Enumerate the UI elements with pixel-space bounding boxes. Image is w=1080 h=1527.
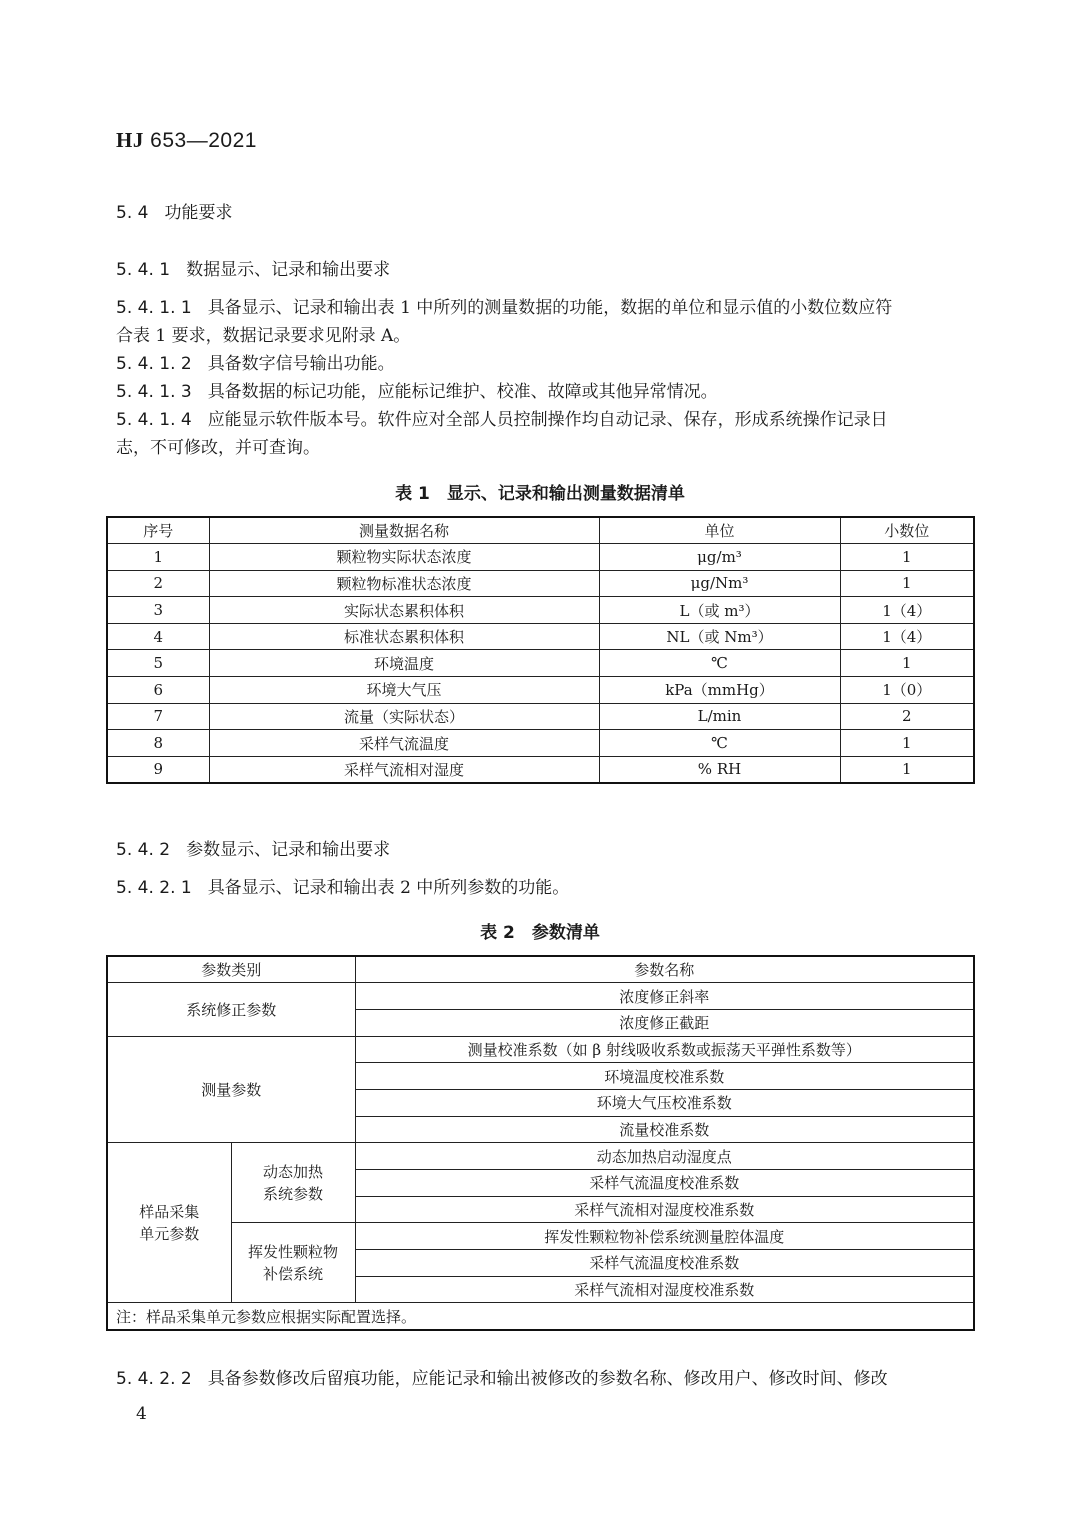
table-2 <box>106 955 975 1331</box>
subcategory-label: 挥发性颗粒物补偿系统 <box>247 1242 338 1283</box>
paragraph-5-4-1-2: 5. 4. 1. 2 具备数字信号输出功能。 <box>116 354 395 374</box>
cell: 环境温度 <box>209 650 599 677</box>
column-header: 参数名称 <box>355 956 974 983</box>
subcategory-label: 动态加热系统参数 <box>262 1162 323 1203</box>
cell: 动态加热启动湿度点 <box>355 1143 974 1170</box>
cell: 流量校准系数 <box>355 1116 974 1143</box>
cell: L（或 m³） <box>599 597 840 624</box>
cell: 采样气流温度校准系数 <box>355 1170 974 1197</box>
table-row <box>107 677 974 704</box>
cell: 1 <box>107 544 209 571</box>
table-note: 注：样品采集单元参数应根据实际配置选择。 <box>107 1303 974 1330</box>
table-row <box>107 1036 974 1063</box>
cell: 1 <box>840 756 974 783</box>
cell: 1 <box>840 730 974 757</box>
table-row <box>107 1143 974 1170</box>
cell: 6 <box>107 677 209 704</box>
table-row <box>107 756 974 783</box>
category-cell: 系统修正参数 <box>107 983 355 1036</box>
table-row <box>107 650 974 677</box>
cell: 环境大气压 <box>209 677 599 704</box>
cell: kPa（mmHg） <box>599 677 840 704</box>
cell: 采样气流相对湿度校准系数 <box>355 1196 974 1223</box>
cell: μg/m³ <box>599 544 840 571</box>
paragraph-5-4-1-1: 5. 4. 1. 1 具备显示、记录和输出表 1 中所列的测量数据的功能，数据的单位和显示值的小数位数应符 合表 1 要求，数据记录要求见附录 A。 <box>116 298 893 346</box>
cell: 3 <box>107 597 209 624</box>
cell: 2 <box>107 570 209 597</box>
paragraph-5-4-1-4: 5. 4. 1. 4 应能显示软件版本号。软件应对全部人员控制操作均自动记录、保存，形成系统操作记录日 志，不可修改，并可查询。 <box>116 410 888 458</box>
cell: μg/Nm³ <box>599 570 840 597</box>
document-code: HJ 653—2021 <box>116 128 257 152</box>
cell: 实际状态累积体积 <box>209 597 599 624</box>
paragraph-5-4-2-2: 5. 4. 2. 2 具备参数修改后留痕功能，应能记录和输出被修改的参数名称、修改用户、修改时间、修改 <box>116 1369 888 1389</box>
table-row <box>107 1223 974 1250</box>
table-2-caption: 表 2 参数清单 <box>480 923 600 943</box>
paragraph-5-4-2-1: 5. 4. 2. 1 具备显示、记录和输出表 2 中所列参数的功能。 <box>116 878 570 898</box>
cell: 环境温度校准系数 <box>355 1063 974 1090</box>
section-5-4-heading: 5. 4 功能要求 <box>116 203 233 223</box>
subcategory-cell <box>231 1143 355 1223</box>
column-header: 序号 <box>107 517 209 544</box>
cell: 1（4） <box>840 597 974 624</box>
cell: 采样气流相对湿度校准系数 <box>355 1276 974 1303</box>
section-5-4-2-heading: 5. 4. 2 参数显示、记录和输出要求 <box>116 840 391 860</box>
table-row <box>107 597 974 624</box>
cell: 挥发性颗粒物补偿系统测量腔体温度 <box>355 1223 974 1250</box>
cell: 2 <box>840 703 974 730</box>
table-note-row <box>107 1303 974 1330</box>
cell: NL（或 Nm³） <box>599 623 840 650</box>
section-5-4-1-heading: 5. 4. 1 数据显示、记录和输出要求 <box>116 260 391 280</box>
cell: 测量校准系数（如 β 射线吸收系数或振荡天平弹性系数等） <box>355 1036 974 1063</box>
cell: 标准状态累积体积 <box>209 623 599 650</box>
table-row <box>107 730 974 757</box>
cell: 颗粒物标准状态浓度 <box>209 570 599 597</box>
page-number: 4 <box>136 1404 147 1424</box>
cell: 环境大气压校准系数 <box>355 1089 974 1116</box>
cell: 5 <box>107 650 209 677</box>
cell: 8 <box>107 730 209 757</box>
table-row <box>107 544 974 571</box>
cell: 1 <box>840 570 974 597</box>
cell: 4 <box>107 623 209 650</box>
table-row <box>107 983 974 1010</box>
paragraph-5-4-1-3: 5. 4. 1. 3 具备数据的标记功能，应能标记维护、校准、故障或其他异常情况。 <box>116 382 718 402</box>
cell: 浓度修正截距 <box>355 1009 974 1036</box>
category-cell: 测量参数 <box>107 1036 355 1143</box>
cell: ℃ <box>599 650 840 677</box>
category-cell <box>107 1143 231 1303</box>
cell: 浓度修正斜率 <box>355 983 974 1010</box>
table-header-row <box>107 517 974 544</box>
subcategory-cell <box>231 1223 355 1303</box>
cell: 采样气流相对湿度 <box>209 756 599 783</box>
cell: ℃ <box>599 730 840 757</box>
cell: 1（4） <box>840 623 974 650</box>
cell: 1 <box>840 544 974 571</box>
cell: 颗粒物实际状态浓度 <box>209 544 599 571</box>
table-row <box>107 623 974 650</box>
column-header: 小数位 <box>840 517 974 544</box>
column-header: 单位 <box>599 517 840 544</box>
table-header-row <box>107 956 974 983</box>
cell: 采样气流温度校准系数 <box>355 1250 974 1277</box>
cell: 1 <box>840 650 974 677</box>
category-label: 样品采集单元参数 <box>139 1202 200 1243</box>
cell: 流量（实际状态） <box>209 703 599 730</box>
table-1-caption: 表 1 显示、记录和输出测量数据清单 <box>395 484 685 504</box>
cell: 9 <box>107 756 209 783</box>
table-row <box>107 703 974 730</box>
table-row <box>107 570 974 597</box>
cell: 1（0） <box>840 677 974 704</box>
cell: L/min <box>599 703 840 730</box>
table-1 <box>106 516 975 784</box>
cell: 采样气流温度 <box>209 730 599 757</box>
column-header: 参数类别 <box>107 956 355 983</box>
column-header: 测量数据名称 <box>209 517 599 544</box>
cell: % RH <box>599 756 840 783</box>
cell: 7 <box>107 703 209 730</box>
